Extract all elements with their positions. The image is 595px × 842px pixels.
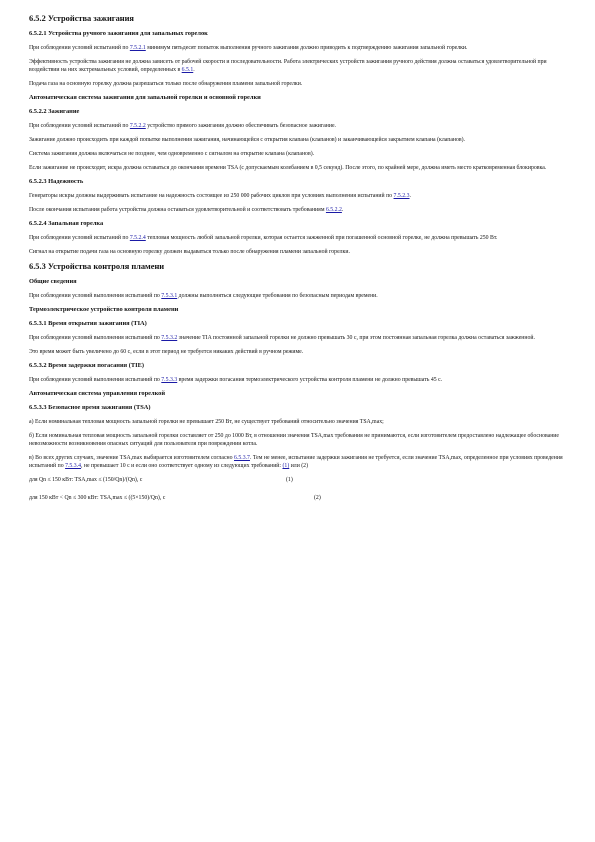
formula-link-1[interactable]: (1): [282, 463, 290, 469]
paragraph: Подача газа на основную горелку должна разрешаться только после обнаружения пламени запальной горелки.: [29, 81, 303, 87]
paragraph: При соблюдении условий выполнения испытаний по 7.5.3.2 значение TIA постоянной запальной горелки не должно превышать 30 с, при этом постоянная запальная горелка должна оставаться зажженной.: [29, 335, 535, 341]
reference-link-7-5-3-3[interactable]: 7.5.3.3: [161, 377, 178, 383]
reference-link-7-5-2-2[interactable]: 7.5.2.2: [129, 123, 146, 129]
subsection-heading-6-5-2-1: 6.5.2.1 Устройства ручного зажигания для запальных горелок: [29, 30, 208, 37]
formula-1: [29, 476, 569, 484]
reference-link-7-5-2-3[interactable]: 7.5.2.3: [393, 193, 410, 199]
reference-link-7-5-2-1[interactable]: 7.5.2.1: [129, 45, 146, 51]
group-heading-auto-control: Автоматическая система управления горелкой: [29, 390, 166, 397]
subsection-heading-6-5-2-4: 6.5.2.4 Запальная горелка: [29, 220, 104, 227]
formula-number: (1): [286, 477, 293, 483]
paragraph: При соблюдении условий испытаний по 7.5.2.4 тепловая мощность любой запальной горелки, которая остается зажженной при погашенной основной горелке, не должна превышать 250 Вт.: [29, 235, 498, 241]
paragraph: После окончания испытания работа устройства должна оставаться удовлетворительной и соответствовать требованиям 6.5.2.2.: [29, 207, 344, 213]
subsection-heading-6-5-3-1: 6.5.3.1 Время открытия зажигания (TIA): [29, 320, 147, 327]
formula-expression: для Qn ≤ 150 кВт: TSA,max ≤ (150/Qn)/(Qn), с: [29, 477, 143, 483]
reference-link-7-5-2-4[interactable]: 7.5.2.4: [129, 235, 146, 241]
paragraph: При соблюдении условий выполнения испытаний по 7.5.3.3 время задержки погасания термоэлектрического устройства контроля пламени не должно превышать 45 с.: [29, 377, 443, 383]
section-heading-6-5-3: 6.5.3 Устройства контроля пламени: [29, 262, 165, 271]
paragraph: Зажигание должно происходить при каждой попытке выполнения зажигания, начинающейся с открытия клапана (клапанов) и заканчивающейся закрытием клапана (клапанов).: [29, 137, 466, 143]
reference-link-6-5-3-7[interactable]: 6.5.3.7: [234, 455, 250, 461]
formula-number: (2): [314, 495, 321, 501]
subsection-heading-6-5-3-3: 6.5.3.3 Безопасное время зажигания (TSA): [29, 404, 151, 411]
group-heading-auto-ignition: Автоматическая система зажигания для запальной горелки и основной горелки: [29, 94, 261, 101]
paragraph: Эффективность устройства зажигания не должна зависеть от рабочей скорости и последовательности. Работа электрических устройств зажигания ручного действия должна оставаться удовлетворительной при воздействии на них экстремальных условий, определенных в 6.5.1.: [29, 59, 547, 73]
section-heading-6-5-2: 6.5.2 Устройства зажигания: [29, 14, 134, 23]
reference-link-6-5-2-2[interactable]: 6.5.2.2: [325, 207, 342, 213]
paragraph: Система зажигания должна включаться не позднее, чем одновременно с сигналом на открытие клапана (клапанов).: [29, 151, 315, 157]
paragraph: Если зажигание не происходит, искра должна оставаться до окончания времени TSA (с допускаемым колебанием в 0,5 секунд). После этого, по крайней мере, должна иметь место кратковременная блокировка.: [29, 165, 547, 171]
subsection-heading-6-5-2-2: 6.5.2.2 Зажигание: [29, 108, 80, 115]
reference-link-6-5-1[interactable]: 6.5.1: [181, 67, 194, 73]
group-heading-thermoelectric: Термоэлектрическое устройство контроля пламени: [29, 306, 179, 313]
reference-link-7-5-3-2[interactable]: 7.5.3.2: [161, 335, 178, 341]
subsection-heading-6-5-3-2: 6.5.3.2 Время задержки погасания (TIE): [29, 362, 144, 369]
paragraph: Это время может быть увеличено до 60 с, если в этот период не требуется никаких действий в ручном режиме.: [29, 349, 304, 355]
paragraph: При соблюдении условий выполнения испытаний по 7.5.3.1 должны выполняться следующие требования по безопасным периодам времени.: [29, 293, 378, 299]
reference-link-7-5-3-4[interactable]: 7.5.3.4: [65, 463, 82, 469]
formula-expression: для 150 кВт < Qn ≤ 300 кВт: TSA,max ≤ ((5×150)/Qn), с: [29, 495, 166, 501]
list-item-c: в) Во всех других случаях, значение TSA,max выбирается изготовителем согласно 6.5.3.7. Тем не менее, испытание задержки зажигания не требуется, если значение TSA,max, определенное при условиях проведения испытаний по 7.5.3.4, не превышает 10 с и если оно соответствует одному из следующих требований: (1) или (2): [29, 455, 563, 469]
formula-2: [29, 494, 569, 502]
paragraph: Генераторы искры должны выдерживать испытание на надежность состоящее из 250 000 рабочих циклов при условиях выполнения испытаний по 7.5.2.3.: [29, 193, 411, 199]
list-item-b: б) Если номинальная тепловая мощность запальной горелки составляет от 250 до 1000 Вт, в отношении значения TSA,max требования не принимаются, если изготовителем предоставлено надлежащее обоснование невозможности возникновения опасных ситуаций для пользователя при повреждении котла.: [29, 433, 559, 447]
list-item-a: а) Если номинальная тепловая мощность запальной горелки не превышает 250 Вт, не существует требований относительно значения TSA,max;: [29, 419, 384, 425]
group-heading-general: Общие сведения: [29, 278, 77, 285]
subsection-heading-6-5-2-3: 6.5.2.3 Надежность: [29, 178, 84, 185]
reference-link-7-5-3-1[interactable]: 7.5.3.1: [161, 293, 178, 299]
paragraph: При соблюдении условий испытаний по 7.5.2.1 минимум пятьдесят попыток выполнения ручного зажигания должно приводить к подтверждению зажигания запальной горелки.: [29, 45, 468, 51]
paragraph: При соблюдении условий испытаний по 7.5.2.2 устройство прямого зажигания должно обеспечивать безопасное зажигание.: [29, 123, 337, 129]
paragraph: Сигнал на открытие подачи газа на основную горелку должен выдаваться только после обнаружения пламени запальной горелки.: [29, 249, 350, 255]
